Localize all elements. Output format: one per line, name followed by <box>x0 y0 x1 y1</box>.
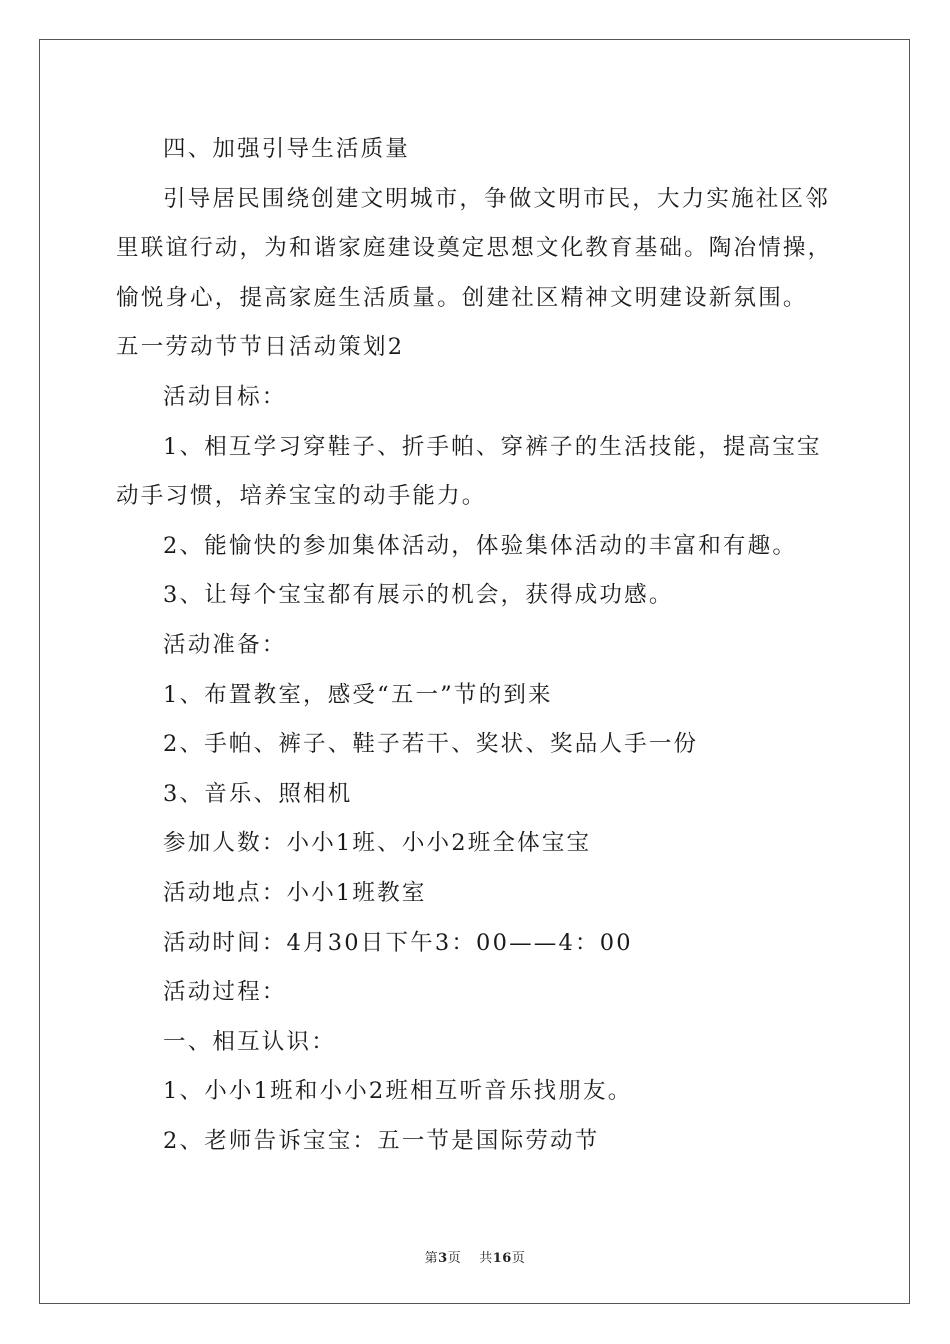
paragraph: 活动地点：小小1班教室 <box>163 879 427 906</box>
total-label-suffix: 页 <box>511 1251 526 1266</box>
paragraph: 2、手帕、裤子、鞋子若干、奖状、奖品人手一份 <box>163 731 699 758</box>
section-heading: 五一劳动节节日活动策划2 <box>116 334 405 361</box>
page-label-prefix: 第 <box>424 1251 439 1266</box>
total-label-prefix: 共 <box>479 1251 493 1266</box>
paragraph: 四、加强引导生活质量 <box>163 136 411 162</box>
paragraph: 一、相互认识： <box>163 1028 336 1055</box>
paragraph: 活动时间：4月30日下午3：00——4：00 <box>163 929 633 956</box>
page-label-suffix: 页 <box>447 1251 462 1266</box>
paragraph: 1、小小1班和小小2班相互听音乐找朋友。 <box>163 1078 633 1105</box>
paragraph: 2、老师告诉宝宝：五一节是国际劳动节 <box>163 1127 600 1154</box>
paragraph: 3、音乐、照相机 <box>163 780 353 807</box>
paragraph: 2、能愉快的参加集体活动，体验集体活动的丰富和有趣。 <box>163 532 798 559</box>
paragraph: 活动过程： <box>163 979 287 1006</box>
paragraph: 活动目标： <box>163 383 287 410</box>
page-footer <box>0 1247 950 1266</box>
total-pages: 16 <box>492 1251 512 1266</box>
paragraph: 3、让每个宝宝都有展示的机会，获得成功感。 <box>163 582 674 609</box>
paragraph: 活动准备： <box>163 631 287 658</box>
paragraph: 引导居民围绕创建文明城市，争做文明市民，大力实施社区邻里联谊行动，为和谐家庭建设奠定思想文化教育基础。陶冶情操，愉悦身心，提高家庭生活质量。创建社区精神文明建设新氛围。 <box>116 185 833 311</box>
paragraph: 1、布置教室，感受“五一”节的到来 <box>163 681 553 708</box>
paragraph: 参加人数：小小1班、小小2班全体宝宝 <box>163 830 592 857</box>
document-body <box>116 125 836 1166</box>
page-number: 3 <box>438 1251 448 1266</box>
paragraph: 1、相互学习穿鞋子、折手帕、穿裤子的生活技能，提高宝宝动手习惯，培养宝宝的动手能力。 <box>116 433 822 510</box>
